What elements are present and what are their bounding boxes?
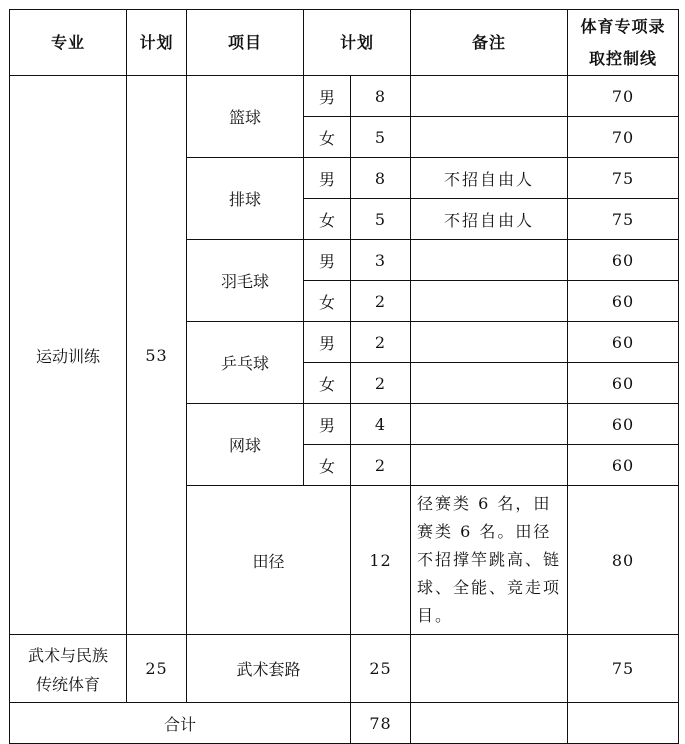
gender-cell: 男 (304, 76, 351, 117)
gender-cell: 女 (304, 445, 351, 486)
remark-cell (411, 117, 568, 158)
remark-cell: 不招自由人 (411, 199, 568, 240)
header-cutoff-line2: 取控制线 (589, 48, 658, 68)
count-cell: 8 (351, 158, 411, 199)
remark-cell (411, 322, 568, 363)
count-cell: 3 (351, 240, 411, 281)
remark-cell (411, 445, 568, 486)
header-cutoff-line1: 体育专项录 (580, 16, 666, 36)
header-project: 项目 (187, 10, 304, 76)
count-cell: 2 (351, 322, 411, 363)
gender-cell: 女 (304, 363, 351, 404)
cutoff-cell: 60 (568, 240, 679, 281)
remark-cell-track: 径赛类 6 名，田赛类 6 名。田径不招撑竿跳高、链球、全能、竞走项目。 (411, 486, 568, 635)
major-wushu-line2: 传统体育 (35, 674, 100, 694)
major-wushu-line1: 武术与民族 (27, 645, 108, 665)
header-remark: 备注 (411, 10, 568, 76)
header-plan-detail: 计划 (304, 10, 411, 76)
cutoff-cell: 60 (568, 404, 679, 445)
gender-cell: 男 (304, 322, 351, 363)
project-name-wushu: 武术套路 (187, 635, 351, 703)
count-cell: 8 (351, 76, 411, 117)
table-row (10, 635, 679, 703)
gender-cell: 男 (304, 404, 351, 445)
count-cell: 5 (351, 199, 411, 240)
gender-cell: 男 (304, 240, 351, 281)
remark-cell: 不招自由人 (411, 158, 568, 199)
project-name-track: 田径 (187, 486, 351, 635)
cutoff-cell-track: 80 (568, 486, 679, 635)
remark-cell (411, 281, 568, 322)
gender-cell: 女 (304, 199, 351, 240)
count-cell: 5 (351, 117, 411, 158)
cutoff-cell: 70 (568, 117, 679, 158)
project-name: 排球 (187, 158, 304, 240)
count-cell: 2 (351, 363, 411, 404)
major-sports-training: 运动训练 (10, 76, 127, 635)
total-count: 78 (351, 703, 411, 744)
plan-wushu: 25 (127, 635, 187, 703)
total-row (10, 703, 679, 744)
remark-cell (411, 76, 568, 117)
gender-cell: 女 (304, 281, 351, 322)
table-row (10, 76, 679, 117)
header-plan: 计划 (127, 10, 187, 76)
count-cell: 2 (351, 445, 411, 486)
gender-cell: 女 (304, 117, 351, 158)
cutoff-cell: 60 (568, 281, 679, 322)
count-cell: 2 (351, 281, 411, 322)
project-name: 乒乓球 (187, 322, 304, 404)
count-cell-track: 12 (351, 486, 411, 635)
header-major: 专业 (10, 10, 127, 76)
gender-cell: 男 (304, 158, 351, 199)
remark-cell (411, 240, 568, 281)
project-name: 篮球 (187, 76, 304, 158)
remark-cell (411, 363, 568, 404)
major-wushu (10, 635, 127, 703)
plan-sports-training: 53 (127, 76, 187, 635)
remark-cell-wushu (411, 635, 568, 703)
count-cell-wushu: 25 (351, 635, 411, 703)
header-cutoff (568, 10, 679, 76)
cutoff-cell: 75 (568, 158, 679, 199)
total-cutoff (568, 703, 679, 744)
total-label: 合计 (10, 703, 351, 744)
cutoff-cell: 60 (568, 445, 679, 486)
project-name: 网球 (187, 404, 304, 486)
cutoff-cell: 70 (568, 76, 679, 117)
total-remark (411, 703, 568, 744)
header-row (10, 10, 679, 76)
cutoff-cell: 75 (568, 199, 679, 240)
cutoff-cell: 60 (568, 363, 679, 404)
count-cell: 4 (351, 404, 411, 445)
project-name: 羽毛球 (187, 240, 304, 322)
cutoff-cell-wushu: 75 (568, 635, 679, 703)
remark-cell (411, 404, 568, 445)
cutoff-cell: 60 (568, 322, 679, 363)
admission-plan-table (9, 9, 679, 744)
